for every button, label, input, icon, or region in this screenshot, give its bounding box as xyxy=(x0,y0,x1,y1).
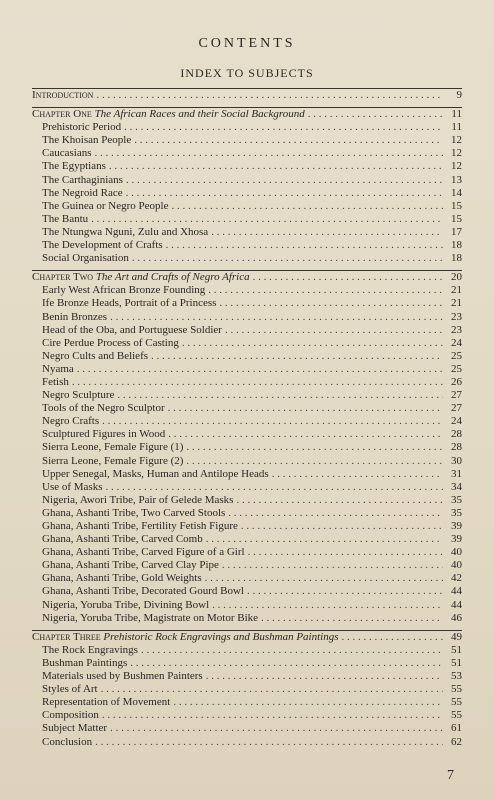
entry-page: 31 xyxy=(451,467,462,480)
dot-leader xyxy=(261,612,443,625)
dot-leader xyxy=(101,683,443,696)
dot-leader xyxy=(102,415,443,428)
toc-entry xyxy=(32,402,462,415)
toc-entry xyxy=(32,696,462,709)
dot-leader xyxy=(272,468,443,481)
toc-entry xyxy=(32,297,462,310)
entry-label: Ghana, Ashanti Tribe, Decorated Gourd Bowl xyxy=(42,585,244,598)
dot-leader xyxy=(168,428,443,441)
dot-leader xyxy=(124,121,443,134)
entry-page: 51 xyxy=(451,643,462,656)
toc-entry xyxy=(32,657,462,670)
entry-page: 55 xyxy=(451,696,462,709)
dot-leader xyxy=(208,284,443,297)
entry-label: Negro Cults and Beliefs xyxy=(42,349,149,362)
entry-page: 35 xyxy=(451,493,462,506)
entry-page: 40 xyxy=(451,559,462,572)
entry-label: The Bantu xyxy=(42,212,89,225)
entry-page: 55 xyxy=(451,709,462,722)
toc-entry xyxy=(32,494,462,507)
chapter-label xyxy=(32,631,339,644)
dot-leader xyxy=(94,147,443,160)
entry-page: 12 xyxy=(451,147,462,160)
chapter-page: 20 xyxy=(451,271,462,284)
dot-leader xyxy=(212,599,443,612)
toc-entry xyxy=(32,722,462,735)
chapter-label xyxy=(32,108,305,121)
entry-label: Early West African Bronze Founding xyxy=(42,284,206,297)
dot-leader xyxy=(117,389,443,402)
dot-leader xyxy=(308,108,443,121)
dot-leader xyxy=(173,696,443,709)
entry-label: Negro Crafts xyxy=(42,415,100,428)
entry-page: 15 xyxy=(451,199,462,212)
entry-page: 35 xyxy=(451,506,462,519)
entry-page: 51 xyxy=(451,656,462,669)
entry-label: Nigeria, Yoruba Tribe, Magistrate on Motor Bike xyxy=(42,611,259,624)
chapter-title: Prehistoric Rock Engravings and Bushman Paintings xyxy=(103,630,339,643)
dot-leader xyxy=(228,507,443,520)
entry-label: The Ntungwa Nguni, Zulu and Xhosa xyxy=(42,225,209,238)
entry-page: 13 xyxy=(451,173,462,186)
toc-entry xyxy=(32,644,462,657)
dot-leader xyxy=(126,187,443,200)
entry-page: 40 xyxy=(451,546,462,559)
entry-label: Fetish xyxy=(42,375,69,388)
dot-leader xyxy=(247,585,443,598)
entry-label: Caucasians xyxy=(42,147,92,160)
toc-entry xyxy=(32,520,462,533)
chapter-title: The Art and Crafts of Negro Africa xyxy=(95,271,250,284)
dot-leader xyxy=(186,441,443,454)
entry-page: 46 xyxy=(451,611,462,624)
entry-label: The Negroid Race xyxy=(42,186,123,199)
entry-page: 62 xyxy=(451,735,462,748)
dot-leader xyxy=(141,644,443,657)
toc-entry xyxy=(32,226,462,239)
dot-leader xyxy=(241,520,443,533)
dot-leader xyxy=(151,350,443,363)
entry-label: Nigeria, Awori Tribe, Pair of Gelede Masks xyxy=(42,493,234,506)
entry-page: 23 xyxy=(451,323,462,336)
entry-page: 30 xyxy=(451,454,462,467)
chapter-label xyxy=(32,271,250,284)
entry-label: Ghana, Ashanti Tribe, Carved Clay Pipe xyxy=(42,559,219,572)
entry-page: 28 xyxy=(451,428,462,441)
entry-page: 14 xyxy=(451,186,462,199)
dot-leader xyxy=(134,134,443,147)
entry-label: Styles of Art xyxy=(42,683,98,696)
toc-entry xyxy=(32,683,462,696)
toc-entry xyxy=(32,239,462,252)
chapter-title: The African Races and their Social Background xyxy=(94,108,305,121)
toc-entry xyxy=(32,468,462,481)
entry-page: 24 xyxy=(451,415,462,428)
entry-page: 44 xyxy=(451,598,462,611)
toc-entry xyxy=(32,670,462,683)
toc-entry xyxy=(32,147,462,160)
dot-leader xyxy=(206,670,443,683)
toc-entry xyxy=(32,284,462,297)
entry-label: Subject Matter xyxy=(42,722,108,735)
entry-label: Ghana, Ashanti Tribe, Gold Weights xyxy=(42,572,202,585)
entry-label: Ghana, Ashanti Tribe, Two Carved Stools xyxy=(42,506,226,519)
dot-leader xyxy=(72,376,443,389)
entry-label: Head of the Oba, and Portuguese Soldier xyxy=(42,323,222,336)
dot-leader xyxy=(126,174,443,187)
entry-label: Composition xyxy=(42,709,99,722)
entry-label: Use of Masks xyxy=(42,480,103,493)
entry-label: The Carthaginians xyxy=(42,173,123,186)
toc-chapter-heading xyxy=(32,271,462,284)
entry-page: 25 xyxy=(451,349,462,362)
entry-label: Benin Bronzes xyxy=(42,310,108,323)
toc-entry xyxy=(32,559,462,572)
entry-label: Social Organisation xyxy=(42,252,129,265)
dot-leader xyxy=(95,736,443,749)
entry-page: 61 xyxy=(451,722,462,735)
entry-label: Upper Senegal, Masks, Human and Antilope Heads xyxy=(42,467,269,480)
toc-entry xyxy=(32,200,462,213)
dot-leader xyxy=(106,481,444,494)
entry-label: Prehistoric Period xyxy=(42,121,122,134)
entry-label: Bushman Paintings xyxy=(42,656,128,669)
toc-entry xyxy=(32,350,462,363)
entry-label: Cire Perdue Process of Casting xyxy=(42,336,179,349)
entry-label: Tools of the Negro Sculptor xyxy=(42,402,165,415)
dot-leader xyxy=(206,533,443,546)
dot-leader xyxy=(130,657,443,670)
toc-entry xyxy=(32,415,462,428)
entry-label: Sculptured Figures in Wood xyxy=(42,428,166,441)
page-number: 7 xyxy=(447,768,454,783)
entry-label: Ghana, Ashanti Tribe, Carved Figure of a Girl xyxy=(42,546,245,559)
toc-entry xyxy=(32,599,462,612)
entry-page: 39 xyxy=(451,533,462,546)
toc-entry xyxy=(32,533,462,546)
entry-label: The Khoisan People xyxy=(42,134,132,147)
dot-leader xyxy=(171,200,443,213)
toc-entry xyxy=(32,363,462,376)
entry-label: Ghana, Ashanti Tribe, Fertility Fetish Figure xyxy=(42,520,238,532)
entry-page: 18 xyxy=(451,239,462,252)
dot-leader xyxy=(132,252,443,265)
entry-page: 27 xyxy=(451,389,462,402)
dot-leader xyxy=(222,559,443,572)
entry-label: Representation of Movement xyxy=(42,696,171,709)
chapter-prefix: Chapter Two xyxy=(32,271,94,284)
toc-entry xyxy=(32,736,462,749)
dot-leader xyxy=(77,363,443,376)
toc-entry xyxy=(32,337,462,350)
toc-entry xyxy=(32,441,462,454)
toc-entry xyxy=(32,572,462,585)
entry-page: 17 xyxy=(451,225,462,238)
toc-entry xyxy=(32,507,462,520)
entry-label: The Development of Crafts xyxy=(42,239,163,252)
toc-chapter-heading xyxy=(32,108,462,121)
toc-entry xyxy=(32,709,462,722)
entry-page: 21 xyxy=(451,297,462,310)
entry-label: Nigeria, Yoruba Tribe, Divining Bowl xyxy=(42,598,210,611)
entry-page: 12 xyxy=(451,160,462,173)
toc-entry xyxy=(32,213,462,226)
toc-entry xyxy=(32,376,462,389)
entry-label: The Egyptians xyxy=(42,160,106,173)
entry-page: 12 xyxy=(451,134,462,147)
toc-entry xyxy=(32,121,462,134)
entry-label: Nyama xyxy=(42,362,74,375)
dot-leader xyxy=(236,494,443,507)
dot-leader xyxy=(225,324,443,337)
page-subtitle: INDEX TO SUBJECTS xyxy=(180,66,314,80)
dot-leader xyxy=(110,722,443,735)
entry-label: Ife Bronze Heads, Portrait of a Princess xyxy=(42,297,217,310)
table-of-contents xyxy=(32,88,462,749)
toc-entry xyxy=(32,311,462,324)
chapter-prefix: Chapter One xyxy=(32,108,92,121)
entry-page: 28 xyxy=(451,441,462,454)
entry-page: 53 xyxy=(451,670,462,683)
toc-entry xyxy=(32,174,462,187)
dot-leader xyxy=(91,213,443,226)
entry-page: 21 xyxy=(451,284,462,297)
entry-page: 24 xyxy=(451,336,462,349)
entry-label: Materials used by Bushmen Painters xyxy=(42,670,203,683)
entry-page: 26 xyxy=(451,375,462,388)
dot-leader xyxy=(211,226,443,239)
toc-entry xyxy=(32,389,462,402)
entry-page: 23 xyxy=(451,310,462,323)
toc-entry xyxy=(32,324,462,337)
dot-leader xyxy=(110,311,443,324)
toc-chapter-heading xyxy=(32,631,462,644)
toc-entry xyxy=(32,252,462,265)
toc-entry xyxy=(32,134,462,147)
entry-page: 25 xyxy=(451,362,462,375)
dot-leader xyxy=(253,271,443,284)
entry-page: 55 xyxy=(451,683,462,696)
dot-leader xyxy=(102,709,443,722)
entry-page: 11 xyxy=(451,121,462,134)
entry-page: 44 xyxy=(451,585,462,598)
entry-label: The Rock Engravings xyxy=(42,643,138,656)
dot-leader xyxy=(205,572,443,585)
entry-page: 9 xyxy=(456,89,462,101)
entry-page: 27 xyxy=(451,402,462,415)
entry-label: Negro Sculpture xyxy=(42,389,115,402)
toc-entry xyxy=(32,481,462,494)
entry-label: Conclusion xyxy=(42,735,93,748)
toc-entry xyxy=(32,455,462,468)
chapter-page: 49 xyxy=(451,630,462,643)
entry-page: 15 xyxy=(451,212,462,225)
dot-leader xyxy=(219,297,443,310)
entry-label: The Guinea or Negro People xyxy=(42,199,169,212)
dot-leader xyxy=(248,546,443,559)
toc-entry xyxy=(32,428,462,441)
toc-entry xyxy=(32,160,462,173)
entry-label: Sierra Leone, Female Figure (1) xyxy=(42,441,184,454)
dot-leader xyxy=(96,89,443,102)
entry-page: 34 xyxy=(451,480,462,493)
dot-leader xyxy=(168,402,443,415)
entry-page: 18 xyxy=(451,252,462,265)
toc-entry xyxy=(32,187,462,200)
entry-page: 42 xyxy=(451,572,462,585)
chapter-prefix: Chapter Three xyxy=(32,630,101,643)
dot-leader xyxy=(182,337,443,350)
dot-leader xyxy=(109,160,443,173)
entry-page: 39 xyxy=(451,520,462,532)
chapter-page: 11 xyxy=(451,108,462,121)
dot-leader xyxy=(166,239,443,252)
toc-entry xyxy=(32,585,462,598)
entry-label: Introduction xyxy=(32,89,94,101)
entry-label: Ghana, Ashanti Tribe, Carved Comb xyxy=(42,533,203,546)
entry-label: Sierra Leone, Female Figure (2) xyxy=(42,454,184,467)
dot-leader xyxy=(186,455,443,468)
toc-entry xyxy=(32,546,462,559)
page-title: CONTENTS xyxy=(198,36,296,51)
dot-leader xyxy=(342,631,443,644)
toc-entry-introduction xyxy=(32,89,462,102)
toc-entry xyxy=(32,612,462,625)
